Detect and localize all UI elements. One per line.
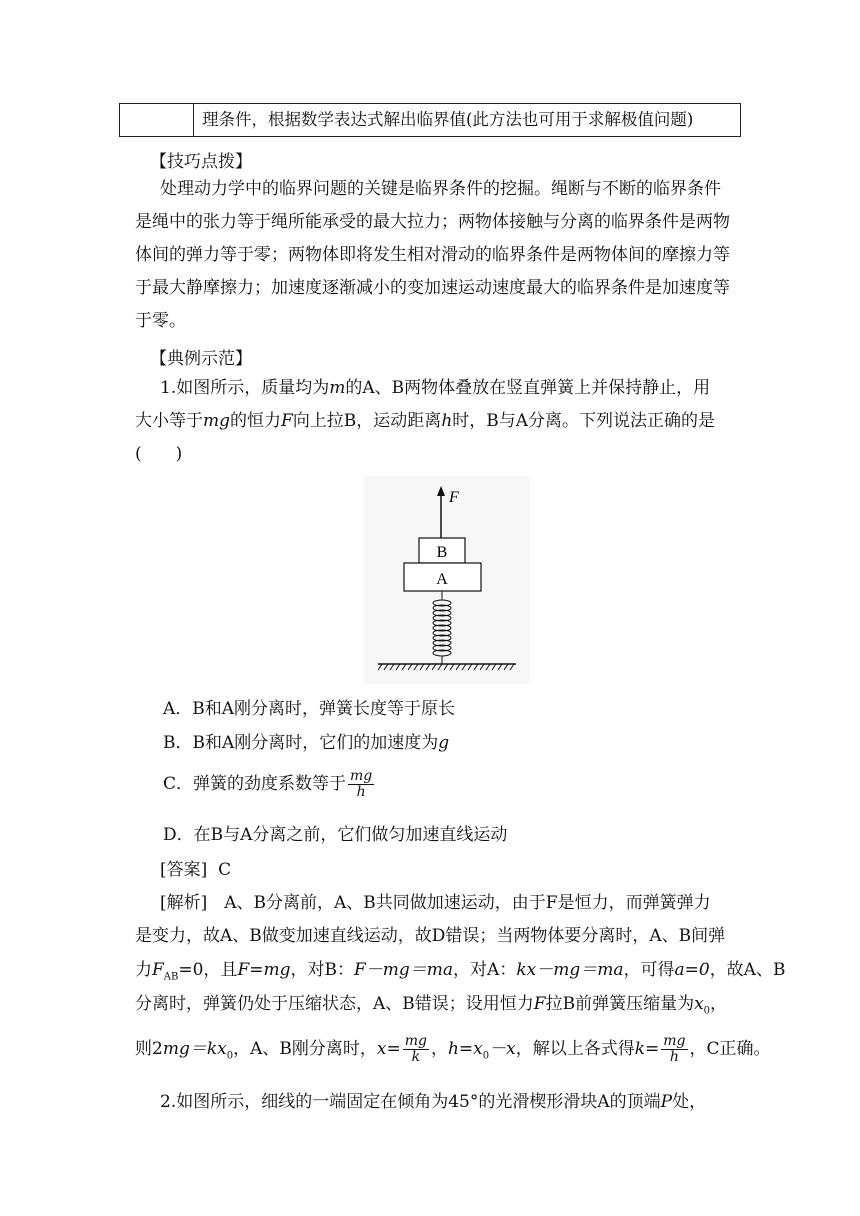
question-1-line-1: 1.如图所示，质量均为m的A、B两物体叠放在竖直弹簧上并保持静止，用 (160, 378, 711, 398)
option-d: D．在B与A分离之前，它们做匀加速直线运动 (163, 825, 508, 845)
tips-line-5: 于零。 (135, 311, 186, 331)
option-b: B．B和A刚分离时，它们的加速度为g (163, 733, 450, 753)
analysis-line-2: 是变力，故A、B做变加速直线运动，故D错误；当两物体要分离时，A、B间弹 (135, 926, 726, 946)
tips-line-1: 处理动力学中的临界问题的关键是临界条件的挖掘。绳断与不断的临界条件 (160, 179, 721, 199)
tips-heading: 【技巧点拨】 (150, 152, 252, 172)
block-a-label: A (436, 571, 448, 588)
spring-blocks-figure (364, 476, 530, 684)
table-empty-cell (120, 104, 194, 136)
option-a: A．B和A刚分离时，弹簧长度等于原长 (163, 699, 456, 719)
option-c: C．弹簧的劲度系数等于 $\frac{mg}{h}$ (163, 768, 373, 800)
force-label: F (449, 489, 459, 506)
tips-line-3: 体间的弹力等于零；两物体即将发生相对滑动的临界条件是两物体间的摩擦力等 (135, 245, 730, 265)
analysis-line-4: 分离时，弹簧仍处于压缩状态，A、B错误；设用恒力F拉B前弹簧压缩量为$x_0$， (135, 994, 728, 1017)
analysis-line-5: 则$2mg=kx_0$，A、B刚分离时，x= $\frac{mg}{k}$ ，$h=x_0-x$，解以上各式得k= $\frac{mg}{h}$ ，C正确。 (135, 1033, 771, 1065)
tips-line-4: 于最大静摩擦力；加速度逐渐减小的变加速运动速度最大的临界条件是加速度等 (135, 278, 730, 298)
answer-line: [答案] C (160, 860, 232, 880)
block-b-label: B (436, 544, 448, 561)
tips-line-2: 是绳中的张力等于绳所能承受的最大拉力；两物体接触与分离的临界条件是两物 (135, 212, 730, 232)
table-text-cell: 理条件，根据数学表达式解出临界值(此方法也可用于求解极值问题) (202, 110, 694, 129)
example-heading: 【典例示范】 (150, 349, 252, 369)
question-1-bracket: ( ) (135, 444, 183, 464)
table-fragment (119, 103, 741, 137)
analysis-line-3: 力$F_{AB}=0$，且F=mg，对B：F－mg＝ma，对A：kx－mg＝ma，可得a=0，故A、B (135, 960, 786, 983)
question-1-line-2: 大小等于mg的恒力F向上拉B，运动距离h时，B与A分离。下列说法正确的是 (135, 411, 716, 431)
fraction-mg-over-k: $\frac{mg}{k}$ (404, 1033, 427, 1065)
fraction-mg-over-h-2: $\frac{mg}{h}$ (663, 1033, 686, 1065)
question-2-line-1: 2.如图所示，细线的一端固定在倾角为45°的光滑楔形滑块A的顶端P处， (160, 1092, 707, 1112)
fraction-mg-over-h: $\frac{mg}{h}$ (350, 768, 373, 800)
analysis-line-1: [解析] A、B分离前，A、B共同做加速运动，由于F是恒力，而弹簧弹力 (160, 893, 711, 913)
